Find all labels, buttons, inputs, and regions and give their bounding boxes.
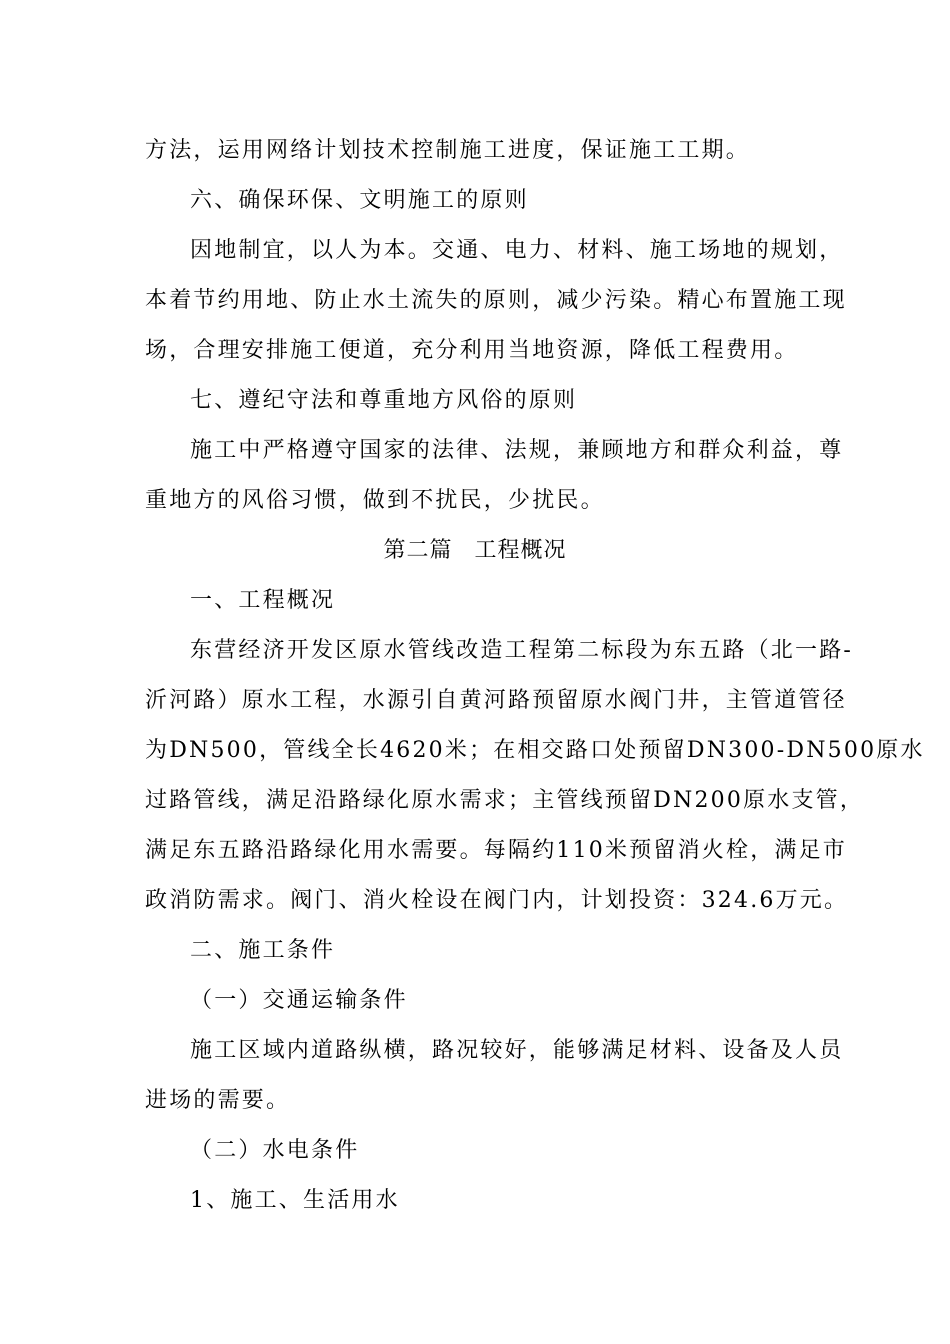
section-heading-two: 二、施工条件 [190,938,336,963]
chapter-name: 工程概况 [474,538,567,563]
body-line-3: 本着节约用地、防止水土流失的原则，减少污染。精心布置施工现 [145,288,847,313]
item-heading-water: 1、施工、生活用水 [190,1188,400,1213]
body-line-1: 方法，运用网络计划技术控制施工进度，保证施工工期。 [145,138,751,163]
body-line-5: 施工中严格遵守国家的法律、法规，兼顾地方和群众利益，尊 [190,438,844,463]
body-line-14: 进场的需要。 [145,1088,291,1113]
chapter-part: 第二篇 [383,538,453,563]
subsection-heading-transport: （一）交通运输条件 [190,988,408,1013]
body-line-13: 施工区域内道路纵横，路况较好，能够满足材料、设备及人员 [190,1038,844,1063]
body-line-12: 政消防需求。阀门、消火栓设在阀门内，计划投资：324.6万元。 [145,888,849,913]
section-heading-one: 一、工程概况 [190,588,336,613]
section-heading-six: 六、确保环保、文明施工的原则 [190,188,529,213]
body-line-8: 沂河路）原水工程，水源引自黄河路预留原水阀门井，主管道管径 [145,688,847,713]
body-line-2: 因地制宜，以人为本。交通、电力、材料、施工场地的规划， [190,238,844,263]
body-line-9: 为DN500，管线全长4620米；在相交路口处预留DN300-DN500原水 [145,738,925,763]
body-line-10: 过路管线，满足沿路绿化原水需求；主管线预留DN200原水支管， [145,788,865,813]
section-heading-seven: 七、遵纪守法和尊重地方风俗的原则 [190,388,578,413]
body-line-6: 重地方的风俗习惯，做到不扰民，少扰民。 [145,488,605,513]
subsection-heading-water-power: （二）水电条件 [190,1138,360,1163]
body-line-11: 满足东五路沿路绿化用水需要。每隔约110米预留消火栓，满足市 [145,838,847,863]
body-line-7: 东营经济开发区原水管线改造工程第二标段为东五路（北一路- [190,638,854,663]
body-line-4: 场，合理安排施工便道，充分利用当地资源，降低工程费用。 [145,338,799,363]
chapter-title [0,535,950,567]
